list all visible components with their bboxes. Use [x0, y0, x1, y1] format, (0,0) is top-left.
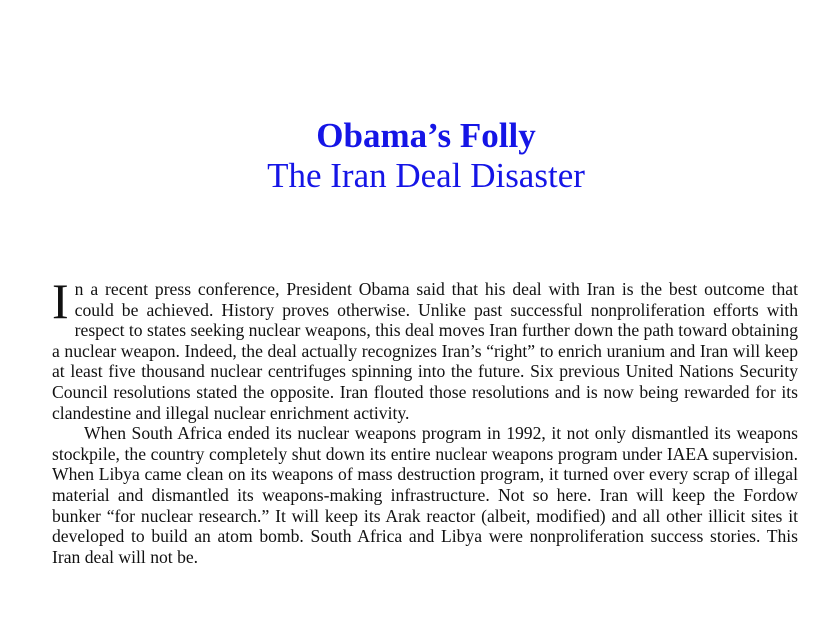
title-block [0, 116, 823, 196]
paragraph-1-text: n a recent press conference, President Obama said that his deal with Iran is the best outcome that could be achieved. History proves otherwise. Unlike past successful nonproliferation efforts with respect to states seeking nuclear weapons, this deal moves Iran further down the path toward obtaining a nuclear weapon. Indeed, the deal actually recognizes Iran’s “right” to enrich uranium and Iran will keep at least five thousand nuclear centrifuges spinning into the future. Six previous United Nations Security Council resolutions stated the opposite. Iran flouted those resolutions and is now being rewarded for its clandestine and illegal nuclear enrichment activity. [52, 279, 798, 423]
article-body [52, 273, 798, 567]
page-title: Obama’s Folly [316, 116, 536, 155]
paragraph-2: When South Africa ended its nuclear weapons program in 1992, it not only dismantled its weapons stockpile, the country completely shut down its entire nuclear weapons program under IAEA supervision. When Libya came clean on its weapons of mass destruction program, it turned over every scrap of illegal material and dismantled its weapons-making infrastructure. Not so here. Iran will keep the Fordow bunker “for nuclear research.” It will keep its Arak reactor (albeit, modified) and all other illicit sites it developed to build an atom bomb. South Africa and Libya were nonproliferation success stories. This Iran deal will not be. [52, 423, 798, 567]
paragraph-1 [52, 273, 798, 423]
drop-cap: I [52, 273, 69, 329]
page-subtitle: The Iran Deal Disaster [267, 156, 585, 195]
